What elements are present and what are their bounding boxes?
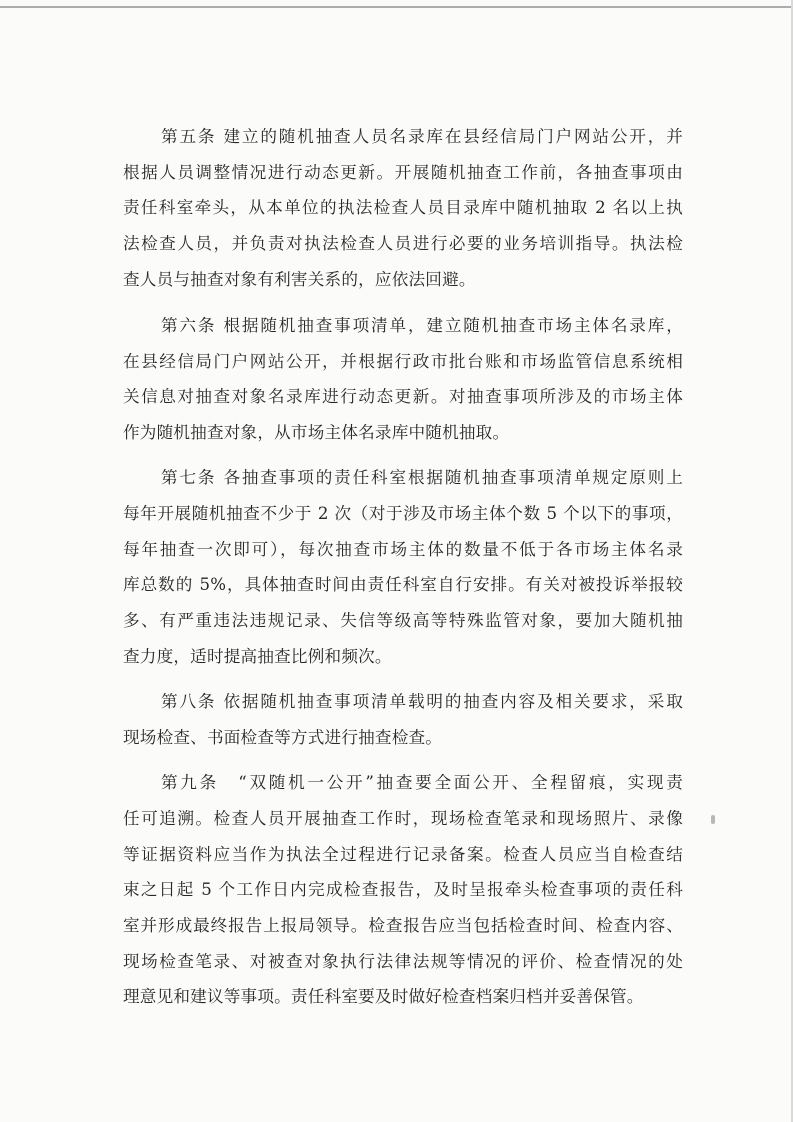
scan-edge-top: [0, 6, 793, 8]
article-9-line-3: 等证据资料应当作为执法全过程进行记录备案。检查人员应当自检查结: [123, 845, 683, 864]
article-5-line-1: 第五条 建立的随机抽查人员名录库在县经信局门户网站公开，并: [161, 127, 683, 146]
scan-speck: [711, 815, 715, 824]
article-7-line-4: 库总数的 5%，具体抽查时间由责任科室自行安排。有关对被投诉举报较: [123, 575, 683, 594]
article-9-line-7: 理意见和建议等事项。责任科室要及时做好检查档案归档并妥善保管。: [123, 987, 644, 1006]
article-9-line-4: 束之日起 5 个工作日内完成检查报告，及时呈报牵头检查事项的责任科: [123, 880, 683, 899]
article-7-line-1: 第七条 各抽查事项的责任科室根据随机抽查事项清单规定原则上: [161, 468, 683, 487]
article-5-line-2: 根据人员调整情况进行动态更新。开展随机抽查工作前，各抽查事项由: [123, 163, 683, 182]
article-8-line-1: 第八条 依据随机抽查事项清单载明的抽查内容及相关要求，采取: [161, 692, 683, 711]
article-5-line-3: 责任科室牵头，从本单位的执法检查人员目录库中随机抽取 2 名以上执: [123, 198, 683, 217]
article-8-line-2: 现场检查、书面检查等方式进行抽查检查。: [123, 728, 443, 747]
article-6-line-2: 在县经信局门户网站公开，并根据行政市批台账和市场监管信息系统相: [123, 352, 683, 371]
article-5-line-4: 法检查人员，并负责对执法检查人员进行必要的业务培训指导。执法检: [123, 234, 683, 253]
article-7-line-5: 多、有严重违法违规记录、失信等级高等特殊监管对象，要加大随机抽: [123, 611, 683, 630]
article-7-line-3: 每年抽查一次即可），每次抽查市场主体的数量不低于各市场主体名录: [123, 540, 683, 559]
article-7-line-6: 查力度，适时提高抽查比例和频次。: [123, 647, 392, 666]
article-9-line-6: 现场检查笔录、对被查对象执行法律法规等情况的评价、检查情况的处: [123, 952, 683, 971]
article-5-line-5: 查人员与抽查对象有利害关系的，应依法回避。: [123, 270, 476, 289]
article-6-line-1: 第六条 根据随机抽查事项清单，建立随机抽查市场主体名录库，: [161, 316, 683, 335]
article-7-line-2: 每年开展随机抽查不少于 2 次（对于涉及市场主体个数 5 个以下的事项，: [123, 504, 683, 523]
article-9-line-1: 第九条 “双随机一公开”抽查要全面公开、全程留痕，实现责: [161, 773, 683, 792]
article-6-line-3: 关信息对抽查对象名录库进行动态更新。对抽查事项所涉及的市场主体: [123, 387, 683, 406]
article-9-line-5: 室并形成最终报告上报局领导。检查报告应当包括检查时间、检查内容、: [123, 916, 683, 935]
article-9-line-2: 任可追溯。检查人员开展抽查工作时，现场检查笔录和现场照片、录像: [123, 809, 683, 828]
article-6-line-4: 作为随机抽查对象，从市场主体名录库中随机抽取。: [123, 423, 510, 442]
